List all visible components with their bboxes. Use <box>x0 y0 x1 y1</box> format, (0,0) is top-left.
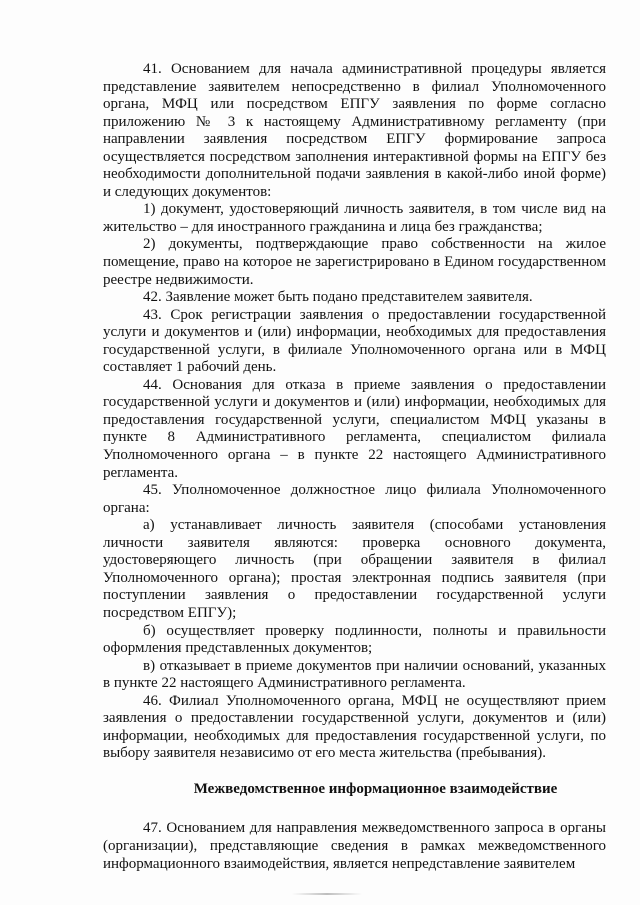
paragraph-45-item-c: в) отказывает в приеме документов при наличии оснований, указанных в пункте 22 настоящего Административного регламента. <box>103 657 606 692</box>
paragraph-46: 46. Филиал Уполномоченного органа, МФЦ не осуществляют прием заявления о предоставлении государственной услуги, документов и (или) информации, необходимых для предоставления государственной услуги, по выбору заявителя независимо от его места жительства (пребывания). <box>103 692 606 762</box>
paragraph-45: 45. Уполномоченное должностное лицо филиала Уполномоченного органа: <box>103 482 606 516</box>
paragraph-45-item-b: б) осуществляет проверку подлинности, полноты и правильности оформления представленных документов; <box>103 622 606 657</box>
spacer <box>103 763 606 781</box>
paragraph-42: 42. Заявление может быть подано представителем заявителя. <box>143 289 533 306</box>
paragraph-41: 41. Основанием для начала административной процедуры является представление заявителем непосредственно в филиал Уполномоченного органа, МФЦ или посредством ЕПГУ заявления по форме согласно приложению № 3 к настоящему Административному регламенту (при направлении заявления посредством ЕПГУ формирование запроса осуществляется посредством заполнения интерактивной формы на ЕПГУ без необходимости дополнительной подачи заявления в какой-либо иной форме) и следующих документов: <box>103 61 606 200</box>
paragraph-44: 44. Основания для отказа в приеме заявления о предоставлении государственной услуги и документов и (или) информации, необходимых для предоставления государственной услуги, специалистом МФЦ указаны в пункте 8 Административного регламента, специалистом филиала Уполномоченного органа – в пункте 22 настоящего Административного регламента. <box>103 376 606 481</box>
paragraph-41-item-1: 1) документ, удостоверяющий личность заявителя, в том числе вид на жительство – для иностранного гражданина и лица без гражданства; <box>103 201 606 235</box>
paragraph-41-item-2: 2) документы, подтверждающие право собственности на жилое помещение, право на которое не зарегистрировано в Едином государственном реестре недвижимости. <box>103 236 606 288</box>
paragraph-45-item-a: а) устанавливает личность заявителя (способами установления личности заявителя являются: проверка основного документа, удостоверяющего личность (при обращении заявителя в филиал Уполномоченного органа); простая электронная подпись заявителя (при поступлении заявления о предоставлении государственной услуги посредством ЕПГУ); <box>103 517 606 621</box>
section-heading: Межведомственное информационное взаимодействие <box>193 780 558 797</box>
paragraph-47: 47. Основанием для направления межведомственного запроса в органы (организации), представляющие сведения в рамках межведомственного информационного взаимодействия, является непредставление заявителем <box>103 820 606 872</box>
spacer <box>103 798 606 820</box>
paragraph-43: 43. Срок регистрации заявления о предоставлении государственной услуги и документов и (или) информации, необходимых для предоставления государственной услуги, в филиале Уполномоченного органа или в МФЦ составляет 1 рабочий день. <box>103 306 606 376</box>
scan-artifact <box>292 893 362 895</box>
